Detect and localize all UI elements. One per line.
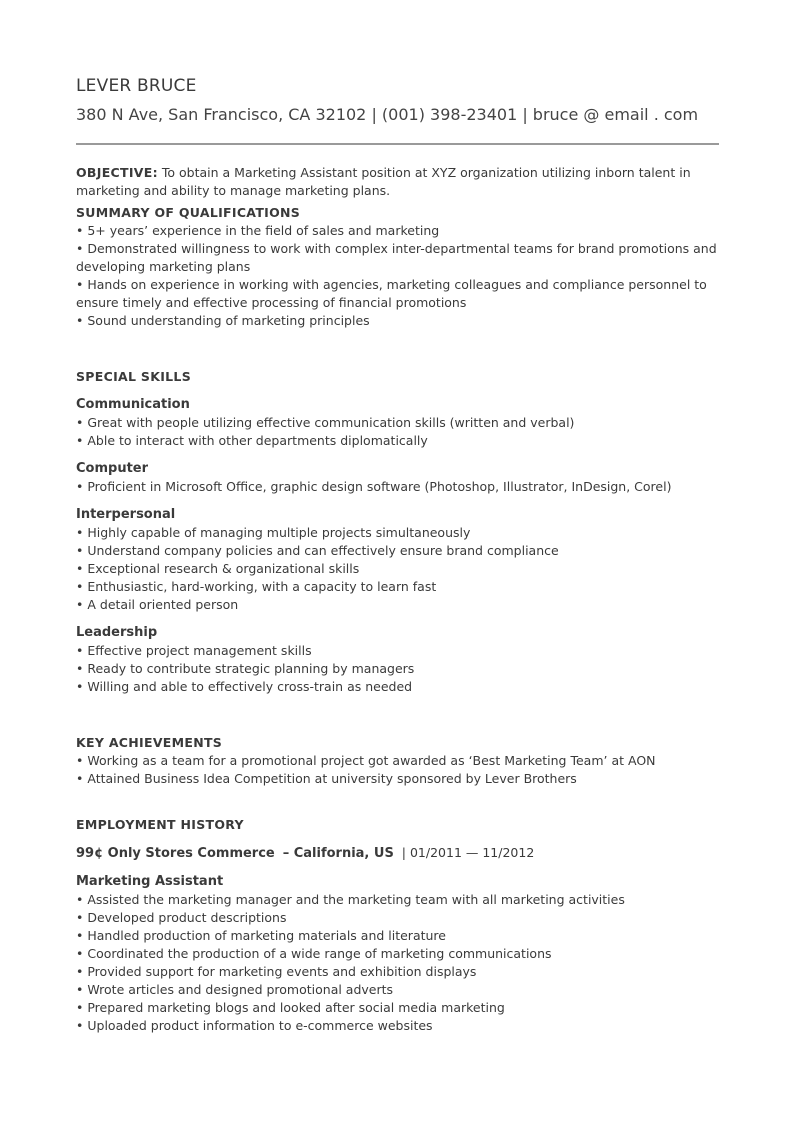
- skill-group-title: Leadership: [76, 625, 158, 640]
- list-item: • Hands on experience in working with agencies, marketing colleagues and compliance personnel to ensure timely and effective processing of financial promotions: [76, 276, 726, 312]
- objective-text: To obtain a Marketing Assistant position at XYZ organization utilizing inborn talent in marketing and ability to manage marketing plans.: [76, 165, 691, 198]
- list-item: • Prepared marketing blogs and looked after social media marketing: [76, 999, 726, 1017]
- skill-group-list: [76, 524, 726, 614]
- employment-dates: | 01/2011 — 11/2012: [401, 845, 535, 860]
- list-item: • Assisted the marketing manager and the marketing team with all marketing activities: [76, 891, 726, 909]
- list-item: • Ready to contribute strategic planning by managers: [76, 660, 726, 678]
- list-item: • Handled production of marketing materials and literature: [76, 927, 726, 945]
- list-item: • Wrote articles and designed promotional adverts: [76, 981, 726, 999]
- skills-title: SPECIAL SKILLS: [76, 369, 191, 384]
- list-item: • Effective project management skills: [76, 642, 726, 660]
- job-title: Marketing Assistant: [76, 874, 224, 889]
- resume-page: [76, 74, 726, 1035]
- candidate-name: LEVER BRUCE: [76, 76, 197, 96]
- achievements-title: KEY ACHIEVEMENTS: [76, 735, 223, 750]
- achievements-list: [76, 752, 726, 788]
- skill-group-list: [76, 478, 726, 496]
- list-item: • Uploaded product information to e-commerce websites: [76, 1017, 726, 1035]
- list-item: • Attained Business Idea Competition at university sponsored by Lever Brothers: [76, 770, 726, 788]
- list-item: • Great with people utilizing effective communication skills (written and verbal): [76, 414, 726, 432]
- list-item: • Sound understanding of marketing principles: [76, 312, 726, 330]
- list-item: • Provided support for marketing events and exhibition displays: [76, 963, 726, 981]
- list-item: • Enthusiastic, hard-working, with a capacity to learn fast: [76, 578, 726, 596]
- employer-line: [76, 844, 726, 863]
- list-item: • Able to interact with other departments diplomatically: [76, 432, 726, 450]
- summary-list: [76, 222, 726, 330]
- contact-line: 380 N Ave, San Francisco, CA 32102 | (001) 398-23401 | bruce @ email . com: [76, 105, 699, 124]
- list-item: • Exceptional research & organizational skills: [76, 560, 726, 578]
- list-item: • Willing and able to effectively cross-train as needed: [76, 678, 726, 696]
- list-item: • A detail oriented person: [76, 596, 726, 614]
- list-item: • Developed product descriptions: [76, 909, 726, 927]
- employer-name: 99¢ Only Stores Commerce: [76, 846, 275, 861]
- list-item: • Working as a team for a promotional project got awarded as ‘Best Marketing Team’ at AON: [76, 752, 726, 770]
- list-item: • Highly capable of managing multiple projects simultaneously: [76, 524, 726, 542]
- employer-location: – California, US: [282, 846, 394, 861]
- employment-title: EMPLOYMENT HISTORY: [76, 817, 244, 832]
- skill-group-title: Communication: [76, 397, 190, 412]
- objective-label: OBJECTIVE:: [76, 165, 158, 180]
- list-item: • Coordinated the production of a wide range of marketing communications: [76, 945, 726, 963]
- header-divider: [76, 143, 719, 145]
- skill-group-list: [76, 642, 726, 696]
- skill-group-title: Interpersonal: [76, 507, 176, 522]
- list-item: • Understand company policies and can effectively ensure brand compliance: [76, 542, 726, 560]
- job-duties-list: [76, 891, 726, 1035]
- skill-group-title: Computer: [76, 461, 149, 476]
- skill-group-list: [76, 414, 726, 450]
- list-item: • 5+ years’ experience in the field of sales and marketing: [76, 222, 726, 240]
- list-item: • Proficient in Microsoft Office, graphic design software (Photoshop, Illustrator, InDesign, Corel): [76, 478, 726, 496]
- summary-title: SUMMARY OF QUALIFICATIONS: [76, 205, 301, 220]
- objective-paragraph: [76, 164, 726, 200]
- list-item: • Demonstrated willingness to work with complex inter-departmental teams for brand promotions and developing marketing plans: [76, 240, 726, 276]
